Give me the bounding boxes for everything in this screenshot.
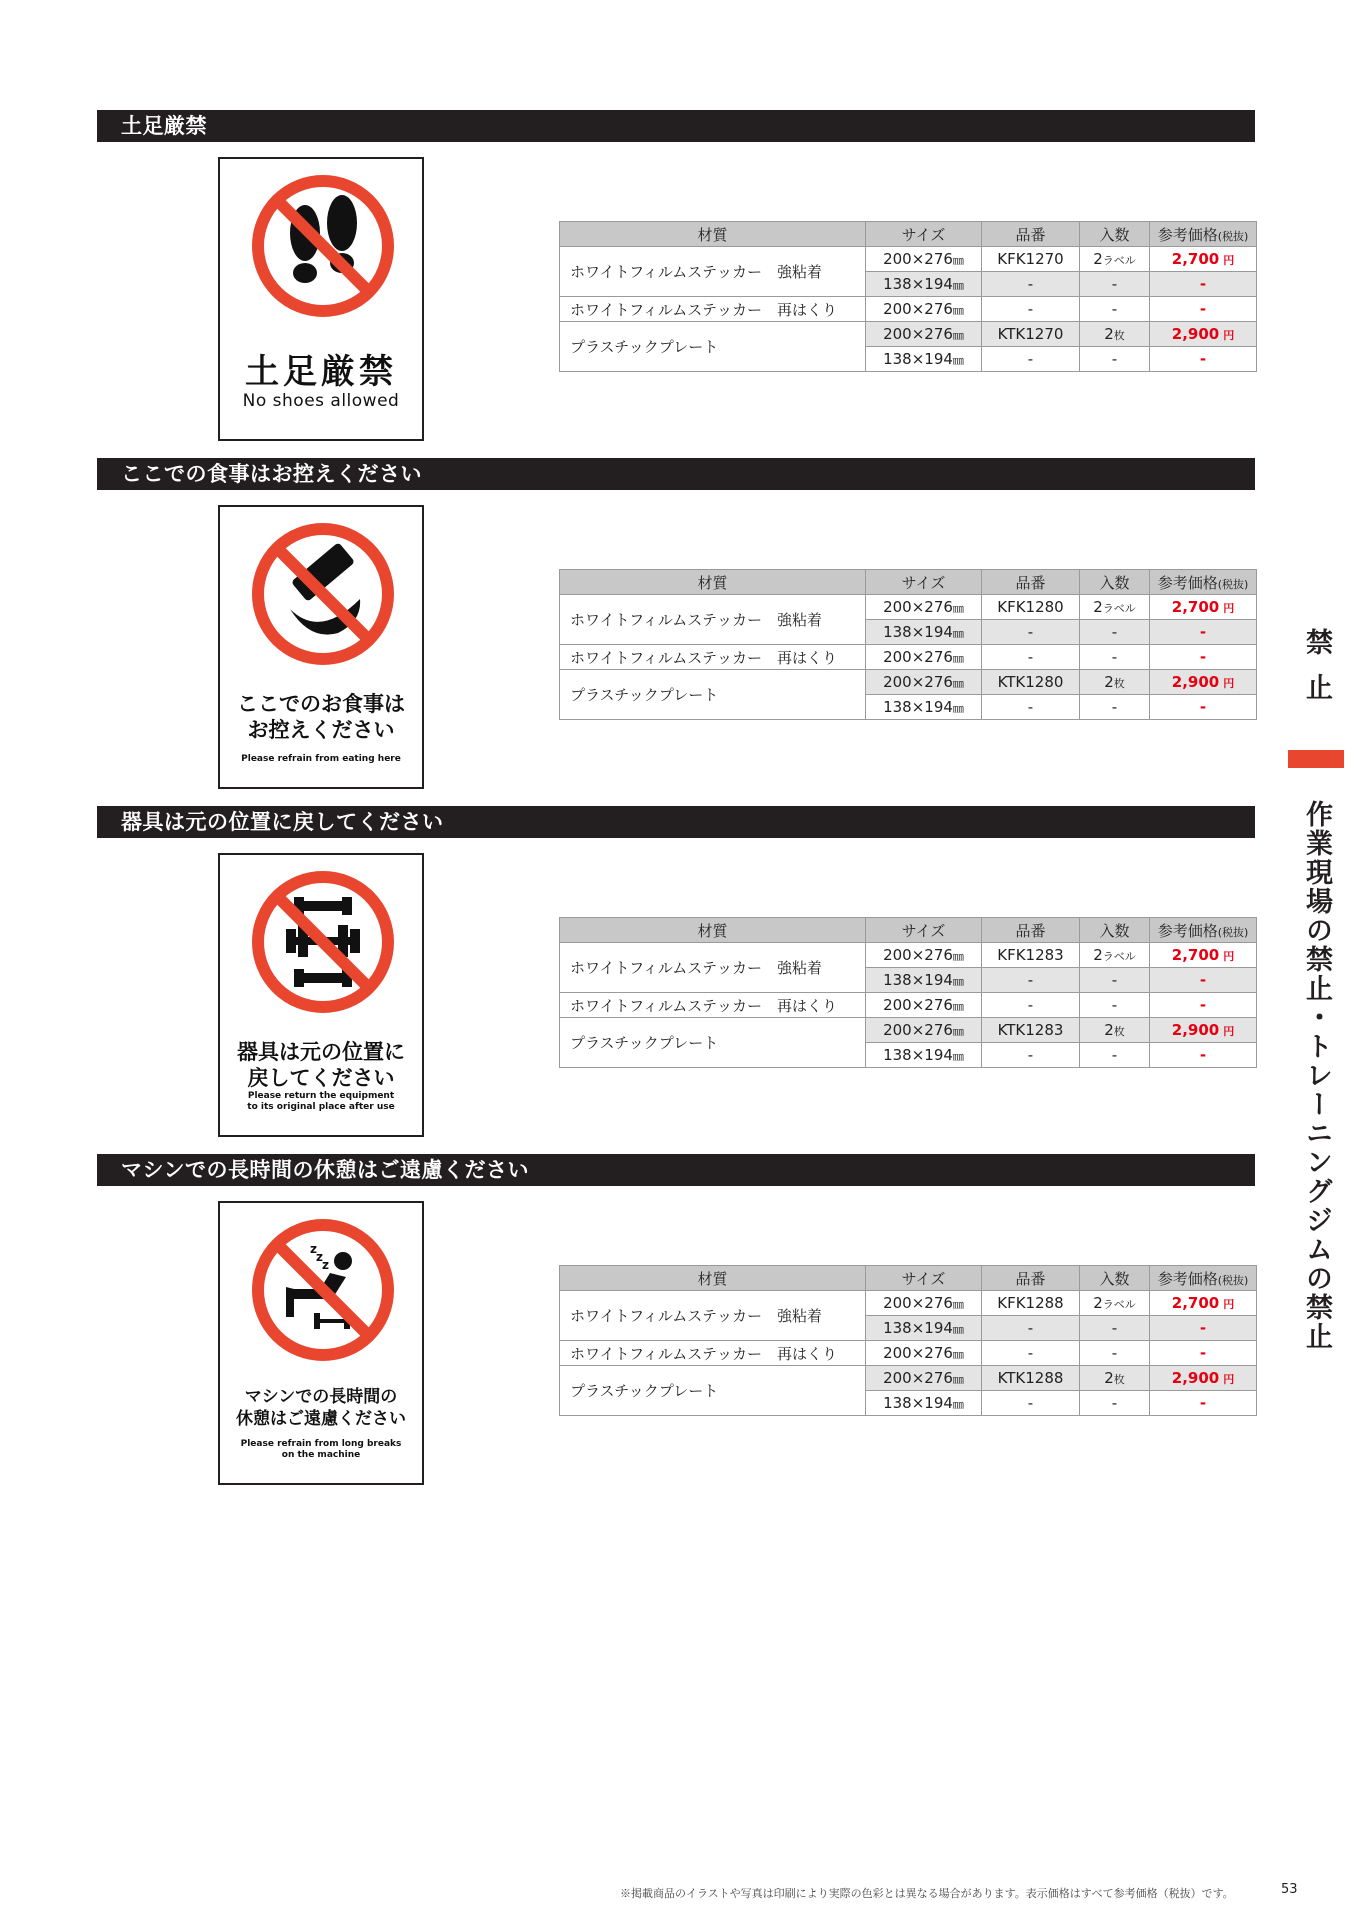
sign-jp-text: 器具は元の位置に 戻してください (237, 1040, 405, 1090)
header-price: 参考価格(税抜) (1150, 222, 1257, 247)
sign-image (218, 853, 424, 1137)
spec-table: 材質 サイズ 品番 入数 参考価格(税抜) ホワイトフィルムステッカー 強粘着 200×276㎜ KFK1280 2ラベル 2,700 円 138×194㎜ - - - ホワイトフィルムステッカー 再はくり 200×276㎜ - - - プラスチックプレート 200×276㎜ KTK1280 2枚 2,900 円 138×194㎜ - - - (559, 569, 1257, 720)
table-row: ホワイトフィルムステッカー 強粘着 200×276㎜ KFK1288 2ラベル 2,700 円 (560, 1291, 1257, 1316)
side-subcategory-label: 作業現場の禁止・トレーニングジムの禁止 (1301, 800, 1332, 1351)
table-row: プラスチックプレート 200×276㎜ KTK1280 2枚 2,900 円 (560, 670, 1257, 695)
sign-image (218, 505, 424, 789)
sign-image (218, 157, 424, 441)
spec-table: 材質 サイズ 品番 入数 参考価格(税抜) ホワイトフィルムステッカー 強粘着 200×276㎜ KFK1288 2ラベル 2,700 円 138×194㎜ - - - ホワイトフィルムステッカー 再はくり 200×276㎜ - - - プラスチックプレート 200×276㎜ KTK1288 2枚 2,900 円 138×194㎜ - - - (559, 1265, 1257, 1416)
table-row: 138×194㎜ - - - (560, 695, 1257, 720)
header-code: 品番 (982, 222, 1080, 247)
footer-note: ※掲載商品のイラストや写真は印刷により実際の色彩とは異なる場合があります。表示価格はすべて参考価格（税抜）です。 (620, 1887, 1234, 1900)
svg-text:z: z (310, 1242, 317, 1256)
table-row: ホワイトフィルムステッカー 強粘着 200×276㎜ KFK1270 2ラベル 2,700 円 (560, 247, 1257, 272)
sign-en-text: Please return the equipment to its original place after use (247, 1091, 395, 1112)
sign-en-text: Please refrain from long breaks on the machine (240, 1439, 402, 1460)
no-shoes-icon (250, 173, 396, 319)
table-row: ホワイトフィルムステッカー 再はくり 200×276㎜ - - - (560, 993, 1257, 1018)
section-title: マシンでの長時間の休憩はご遠慮ください (97, 1154, 1255, 1186)
sign-en-text: Please refrain from eating here (241, 754, 401, 764)
header-material: 材質 (560, 222, 866, 247)
table-row: プラスチックプレート 200×276㎜ KTK1288 2枚 2,900 円 (560, 1366, 1257, 1391)
sign-en-text: No shoes allowed (242, 391, 400, 411)
table-row: 138×194㎜ - - - (560, 272, 1257, 297)
spec-table (559, 221, 1257, 372)
section-title: 土足厳禁 (97, 110, 1255, 142)
header-qty: 入数 (1080, 222, 1150, 247)
side-index-tab (1288, 750, 1344, 768)
page-number: 53 (1281, 1882, 1298, 1897)
spec-table: 材質 サイズ 品番 入数 参考価格(税抜) ホワイトフィルムステッカー 強粘着 200×276㎜ KFK1283 2ラベル 2,700 円 138×194㎜ - - - ホワイトフィルムステッカー 再はくり 200×276㎜ - - - プラスチックプレート 200×276㎜ KTK1283 2枚 2,900 円 138×194㎜ - - - (559, 917, 1257, 1068)
table-row: ホワイトフィルムステッカー 再はくり 200×276㎜ - - - (560, 297, 1257, 322)
sign-image (218, 1201, 424, 1485)
table-row: 138×194㎜ - - - (560, 347, 1257, 372)
table-row: プラスチックプレート 200×276㎜ KTK1283 2枚 2,900 円 (560, 1018, 1257, 1043)
svg-text:z: z (316, 1250, 323, 1264)
section-title: 器具は元の位置に戻してください (97, 806, 1255, 838)
no-resting-icon (250, 1217, 396, 1363)
table-row: ホワイトフィルムステッカー 強粘着 200×276㎜ KFK1280 2ラベル 2,700 円 (560, 595, 1257, 620)
side-category-label: 禁止 (1301, 628, 1332, 718)
sign-jp-text: 土足厳禁 (245, 352, 397, 392)
table-row: ホワイトフィルムステッカー 強粘着 200×276㎜ KFK1283 2ラベル 2,700 円 (560, 943, 1257, 968)
svg-text:z: z (322, 1258, 329, 1272)
table-row: プラスチックプレート 200×276㎜ KTK1270 2枚 2,900 円 (560, 322, 1257, 347)
table-row: 138×194㎜ - - - (560, 1316, 1257, 1341)
no-eating-icon (250, 521, 396, 667)
table-row: 138×194㎜ - - - (560, 968, 1257, 993)
table-row: ホワイトフィルムステッカー 再はくり 200×276㎜ - - - (560, 645, 1257, 670)
table-row: ホワイトフィルムステッカー 再はくり 200×276㎜ - - - (560, 1341, 1257, 1366)
sign-jp-text: マシンでの長時間の 休憩はご遠慮ください (236, 1387, 406, 1429)
no-leaving-equipment-icon (250, 869, 396, 1015)
table-row: 138×194㎜ - - - (560, 1391, 1257, 1416)
table-row: 138×194㎜ - - - (560, 620, 1257, 645)
sign-jp-text: ここでのお食事は お控えください (237, 692, 405, 742)
table-row: 138×194㎜ - - - (560, 1043, 1257, 1068)
header-size: サイズ (866, 222, 982, 247)
section-title: ここでの食事はお控えください (97, 458, 1255, 490)
